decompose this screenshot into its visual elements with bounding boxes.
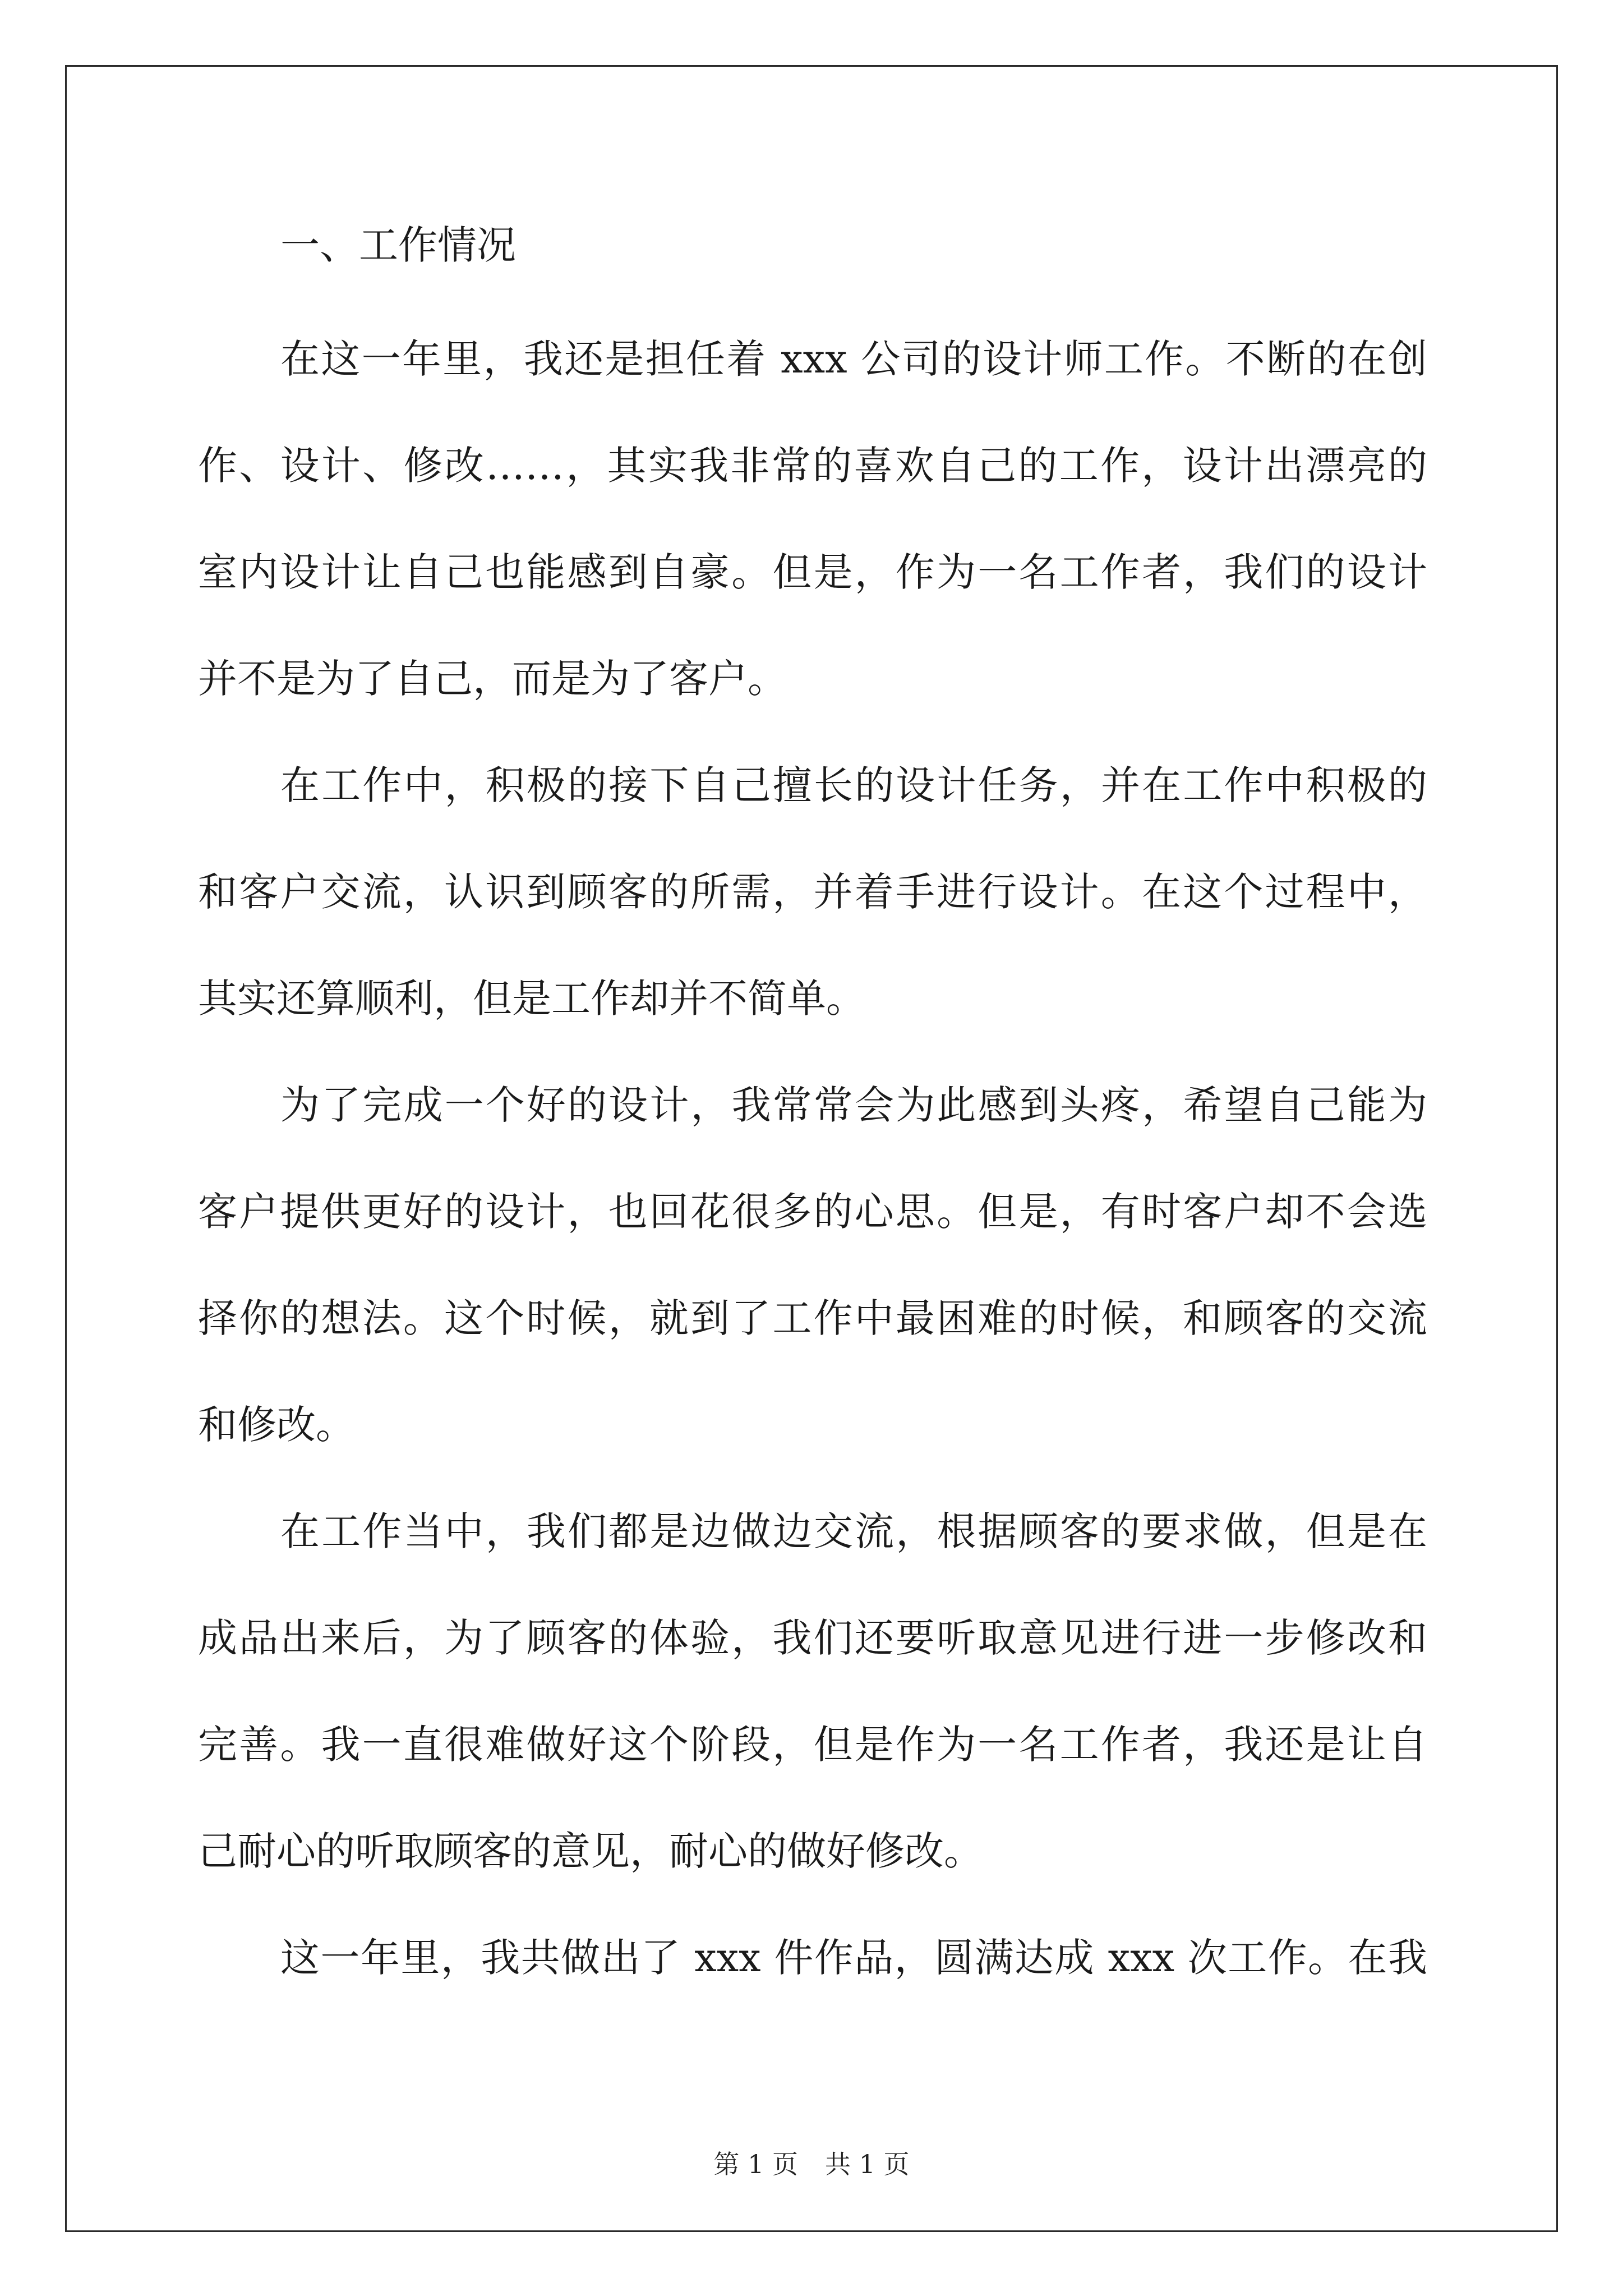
paragraph-3-line-2: 客户提供更好的设计，也回花很多的心思。但是，有时客户却不会选	[198, 1189, 1427, 1235]
paragraph-4-line-2: 成品出来后，为了顾客的体验，我们还要听取意见进行进一步修改和	[198, 1615, 1427, 1661]
paragraph-2-line-1: 在工作中，积极的接下自己擅长的设计任务，并在工作中积极的	[280, 762, 1427, 808]
paragraph-2-line-3: 其实还算顺利，但是工作却并不简单。	[198, 976, 865, 1022]
paragraph-1-line-1: 在这一年里，我还是担任着 xxx 公司的设计师工作。不断的在创	[280, 336, 1427, 382]
page-total: 共 1 页	[825, 2149, 910, 2179]
paragraph-2-line-2: 和客户交流，认识到顾客的所需，并着手进行设计。在这个过程中，	[198, 869, 1427, 915]
page-border	[65, 65, 1558, 2232]
paragraph-4-line-4: 己耐心的听取顾客的意见，耐心的做好修改。	[198, 1828, 983, 1874]
page-footer	[0, 2148, 1623, 2180]
section-heading: 一、工作情况	[280, 222, 516, 268]
paragraph-3-line-4: 和修改。	[198, 1402, 355, 1448]
paragraph-3-line-3: 择你的想法。这个时候，就到了工作中最困难的时候，和顾客的交流	[198, 1295, 1427, 1341]
paragraph-1-line-4: 并不是为了自己，而是为了客户。	[198, 656, 787, 702]
paragraph-4-line-3: 完善。我一直很难做好这个阶段，但是作为一名工作者，我还是让自	[198, 1722, 1427, 1768]
paragraph-4-line-1: 在工作当中，我们都是边做边交流，根据顾客的要求做，但是在	[280, 1508, 1427, 1554]
paragraph-1-line-2: 作、设计、修改……，其实我非常的喜欢自己的工作，设计出漂亮的	[198, 443, 1427, 489]
paragraph-5-line-1: 这一年里，我共做出了 xxx 件作品，圆满达成 xxx 次工作。在我	[280, 1935, 1427, 1981]
page-number: 第 1 页	[713, 2149, 798, 2179]
paragraph-1-line-3: 室内设计让自己也能感到自豪。但是，作为一名工作者，我们的设计	[198, 549, 1427, 595]
paragraph-3-line-1: 为了完成一个好的设计，我常常会为此感到头疼，希望自己能为	[280, 1082, 1427, 1128]
